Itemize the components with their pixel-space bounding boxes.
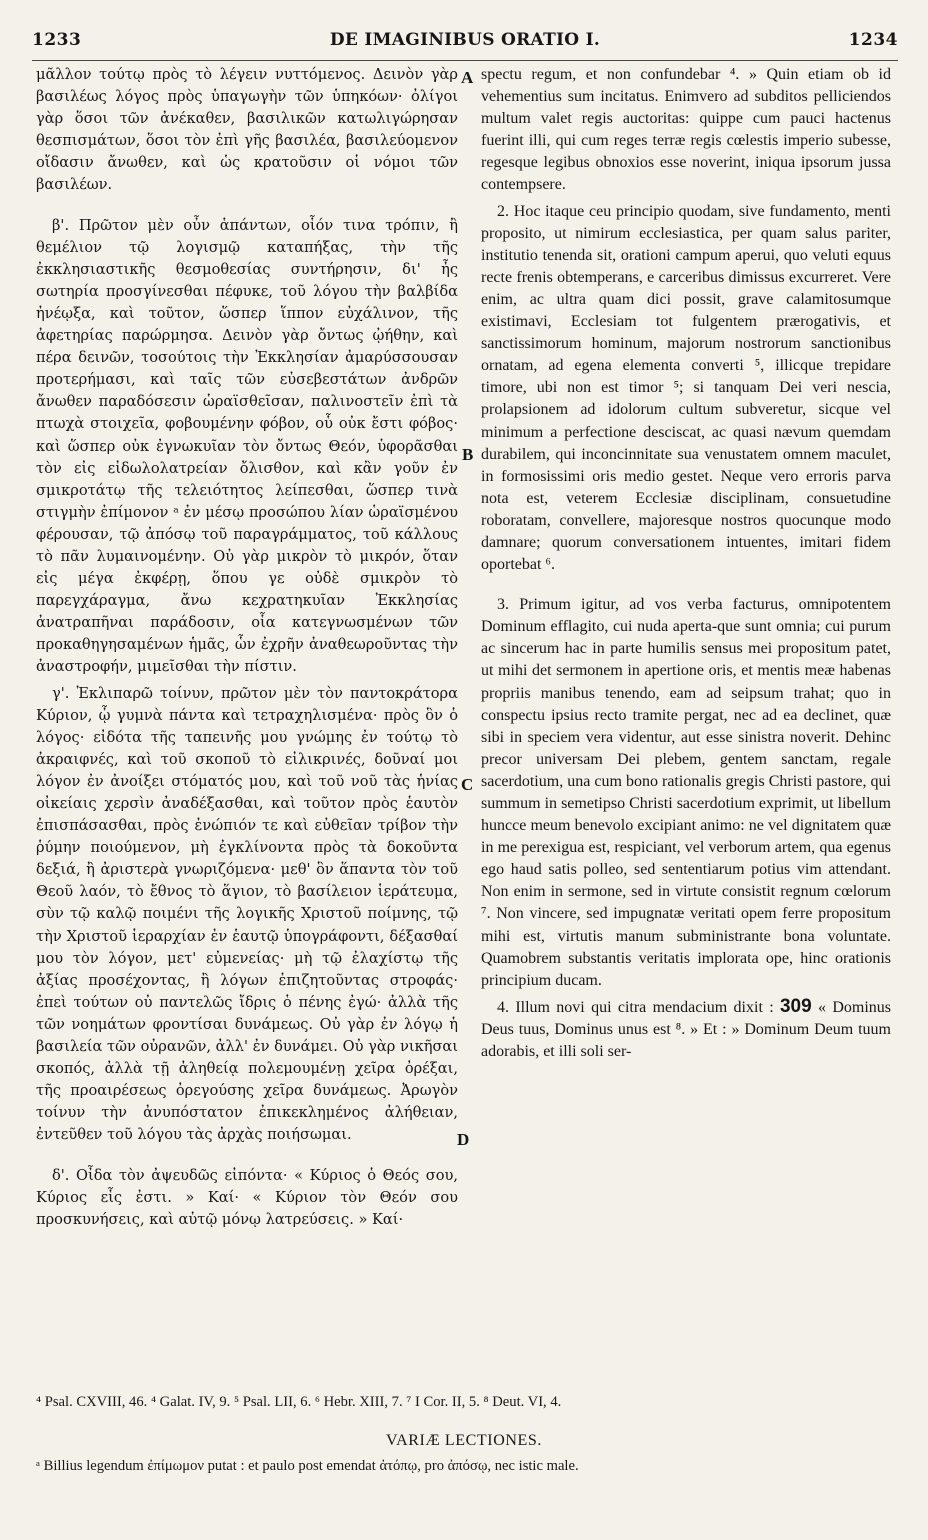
running-title: DE IMAGINIBUS ORATIO I. <box>329 30 601 50</box>
variae-lectiones-note: ᵃ Billius legendum ἐπίμωμον putat : et paulo post emendat ἀτόπῳ, pro ἀπόσῳ, nec istic male. <box>36 1458 579 1474</box>
margin-letter-d: D <box>457 1130 470 1149</box>
variae-lectiones-heading: VARIÆ LECTIONES. <box>386 1432 542 1449</box>
margin-letter-c: C <box>461 775 474 794</box>
latin-column <box>481 64 891 1063</box>
page-header <box>32 30 898 56</box>
latin-paragraph-3: 3. Primum igitur, ad vos verba facturus, omnipotentem Dominum efflagito, cui nuda aperta-que sunt omnia; cui purum ac sincerum hac in parte humilis sensus mei propositum patet, ut mihi det sermonem in apertione oris, et mentis meæ habenas propriis manibus tenendo, eam ad seipsum trahat; quo in conspectu ipsius recto tramite pergat, nec ad ea declinet, quæ sibi in speciem vera videntur, aut esse sinistra noverit. Dehinc precor universam Dei plebem, gentem sanctam, regale sacerdotium, una cum bono rationalis gregis Christi pastore, qui summum in semetipso Christi sacerdotium exprimit, ut libellum huncce meum benevolo excipiant animo: ne vel dignitatem quæ in me perexigua est, respiciant, vel verborum artem, qua egenus ego haud satis polleo, sed sententiarum potius vim attendant. Non enim in sermone, sed in virtute consistit regnum cœlorum ⁷. Non vincere, sed impugnatæ veritati opem ferre propositum mihi est, virtutis manum subministrante bona voluntate. Quamobrem substantis veritatis implorata ope, hinc orationis principium ducam. <box>481 596 891 989</box>
latin-paragraph-4-lead: 4. Illum novi qui citra mendacium dixit : <box>497 998 774 1016</box>
margin-letter-a: A <box>461 68 474 87</box>
column-number: 309 <box>779 995 812 1017</box>
greek-column <box>36 64 458 1231</box>
latin-paragraph-2: 2. Hoc itaque ceu principio quodam, sive fundamento, menti proposito, ut nimirum ecclesiastica, per quam salus pariter, institutio tenenda sit, orationi campum aperui, quo veluti equus recte frenis obtemperans, e carceribus dimissus excurreret. Vere enim, ac ultra quam dici possit, grave calamitosumque existimavi, Ecclesiam tot fulgentem prærogativis, et sanctissimorum hominum, majorum nostrorum sanctionibus ornatam, ad egena elementa converti ⁵, illicque trepidare timore, ubi non est timor ⁵; si tanquam Dei veri nescia, prolapsionem ad idolorum cultum subveretur, sicque vel minimum a perfectione desciscat, ac quasi nævum quemdam durabilem, qui inconcinnitate sua venustatem omnem maculet, in formosissimi oris medio gestet. Neque vero erroris parva nota est, veterem Ecclesiæ disciplinam, consuetudine roboratam, convellere, majoresque nostros quocunque modo damnare; quorum conversationem intuentes, imitari fidem oportebat ⁶. <box>481 202 891 574</box>
margin-letter-b: B <box>462 445 474 464</box>
greek-paragraph-1: μᾶλλον τούτῳ πρὸς τὸ λέγειν νυττόμενος. Δεινὸν γὰρ βασιλέως λόγος πρὸς ὑπαγωγὴν τῶν ὑπηκόων· ὀλίγοι γὰρ ὅσοι τῶν ἀνέκαθεν, βασιλικῶν κατωλιγώρησαν θεσπισμάτων, ὅσοι τὸν ἐπὶ γῆς βασιλέα, βασιλεύομενον οἴδασιν ἄνωθεν, καὶ ὡς κρατοῦσιν οἱ νόμοι τῶν βασιλέων. <box>36 66 458 194</box>
page-number-left: 1233 <box>32 30 82 50</box>
greek-paragraph-2: β'. Πρῶτον μὲν οὖν ἁπάντων, οἷόν τινα τρόπιν, ἢ θεμέλιον τῷ λογισμῷ καταπήξας, τὴν τῆς ἐκκλησιαστικῆς θεσμοθεσίας συντήρησιν, δι' ἧς σωτηρία προσγίνεσθαι πέφυκε, τοῦ λόγου τὴν βαλβίδα ἠνέῳξα, καὶ τοῦτον, ὥσπερ ἵππον εὐχάλινον, τῆς ἀφετηρίας παρώρμησα. Δεινὸν γὰρ ὄντως ᾠήθην, καὶ πέρα δεινῶν, τοσούτοις τὴν Ἐκκλησίαν ἀμαρύσσουσαν προτερήμασι, καὶ ταῖς τῶν εὐσεβεστάτων ἀνδρῶν ἄνωθεν παραδόσεσιν ὡραϊσθεῖσαν, παλινοστεῖν ἐπὶ τὰ πτωχὰ στοιχεῖα, φοβουμένην φόβον, οὗ οὐκ ἔστι φόβος· καὶ ὥσπερ οὐκ ἐγνωκυῖαν τὸν ὄντως Θεόν, ὑφορᾶσθαι τὸν εἰς εἰδωλολατρείαν ὄλισθον, καὶ κἂν γοῦν ἐν σμικροτάτῳ τῆς τελειότητος λείπεσθαι, ὥσπερ τινὰ στιγμὴν ἐπίμονον ᵃ ἐν μέσῳ προσώπου λίαν ὡραϊσμένου φέρουσαν, τῷ ἀπόσῳ τοῦ παραγράμματος, τοῦ κάλλους τὸ πᾶν λυμαινομένην. Οὐ γὰρ μικρὸν τὸ μικρόν, ὅταν εἰς μέγα ἐκφέρῃ, ὅπου γε οὐδὲ σμικρὸν τὸ παρεγχάραγμα, ἄνω κεχρατηκυῖαν Ἐκκλησίας ἀνατραπῆναι παράδοσιν, οἷα κατεγνωσμένων τῶν προκαθηγησαμένων ἡμᾶς, ὧν ἐχρῆν ἀναθεωροῦντας τὴν ἀναστροφήν, μιμεῖσθαι τὴν πίστιν. <box>36 216 458 676</box>
page-number-right: 1234 <box>848 30 898 50</box>
latin-paragraph-4 <box>481 996 891 1063</box>
greek-paragraph-4: δ'. Οἶδα τὸν ἀψευδῶς εἰπόντα· « Κύριος ὁ Θεός σου, Κύριος εἷς ἐστι. » Καί· « Κύριον τὸν Θεόν σου προσκυνήσεις, καὶ αὐτῷ μόνῳ λατρεύσεις. » Καί· <box>36 1166 458 1228</box>
latin-paragraph-1: spectu regum, et non confundebar ⁴. » Quin etiam ob id vehementius sum incitatus. Enimvero ad subditos pelliciendos multum valet regis auctoritas: quippe cum pauci hactenus fuerint illi, qui cum reges terræ regis cœlestis imperio subesse, regesque legibus obnoxios esse noverint, iniqua ipsorum jussa contempsere. <box>481 66 891 194</box>
greek-paragraph-3: γ'. Ἐκλιπαρῶ τοίνυν, πρῶτον μὲν τὸν παντοκράτορα Κύριον, ᾧ γυμνὰ πάντα καὶ τετραχηλισμένα· πρὸς ὃν ὁ λόγος· εἰδότα τῆς ταπεινῆς μου γνώμης ἐν τούτῳ τὸ ἀκραιφνές, καὶ τοῦ σκοποῦ τὸ εἰλικρινές, δοῦναί μοι λόγον ἐν ἀνοίξει στόματός μου, καὶ τοῦ νοῦ τὰς ἡνίας οἰκείαις χερσὶν ἀναδέξασθαι, καὶ τοῦτον πρὸς ἑαυτὸν ἐπισπάσασθαι, πρὸς ἐνώπιόν τε καὶ εὐθεῖαν τρίβον τὴν ῥύμην ποιούμενον, μὴ ἐγκλίνοντα πρὸς τὰ δοκοῦντα δεξιά, ἢ ἀριστερὰ γνωριζόμενα· μεθ' ὃν ἅπαντα τὸν τοῦ Θεοῦ λαόν, τὸ ἔθνος τὸ ἅγιον, τὸ βασίλειον ἱεράτευμα, σὺν τῷ καλῷ ποιμένι τῆς λογικῆς Χριστοῦ ποίμνης, τῷ τὴν Χριστοῦ ἱεραρχίαν ἐν ἑαυτῷ ὑπογράφοντι, δέξασθαί μου τὸν λόγον, μετ' εὐμενείας· μὴ τῷ ἐλαχίστῳ τῆς ἀξίας προσέχοντας, ἢ λόγων ἐπιζητοῦντας στροφάς· ἐπεὶ τούτων οὐ παντελῶς ἴδρις ὁ πένης ἐγώ· ἀλλὰ τῆς τῶν νοημάτων φροντίσαι δυνάμεως. Οὐ γὰρ ἐν λόγῳ ἡ βασιλεία τῶν οὐρανῶν, ἀλλ' ἐν δυνάμει. Οὐ γὰρ νικῆσαι σκοπός, ἀλλὰ τῇ ἀληθείᾳ πολεμουμένῃ χεῖρα ὀρέξαι, τῆς προαιρέσεως ὀρεγούσης χεῖρα δυνάμεως. Ἀρωγὸν τοίνυν τὴν ἀνυπόστατον ἐπικεκλημένος ἀλήθειαν, ἐντεῦθεν τοῦ λόγου τὰς ἀρχὰς ποιήσωμαι. <box>36 684 458 1144</box>
header-rule <box>32 60 898 61</box>
footnotes: ⁴ Psal. CXVIII, 46. ⁴ Galat. IV, 9. ⁵ Psal. LII, 6. ⁶ Hebr. XIII, 7. ⁷ I Cor. II, 5. ⁸ Deut. VI, 4. <box>36 1394 562 1410</box>
latin-paragraph-4-rest: « Dominus Deus tuus, Dominus unus est ⁸. » Et : » Dominum Deum tuum adorabis, et illi soli ser- <box>481 998 892 1061</box>
